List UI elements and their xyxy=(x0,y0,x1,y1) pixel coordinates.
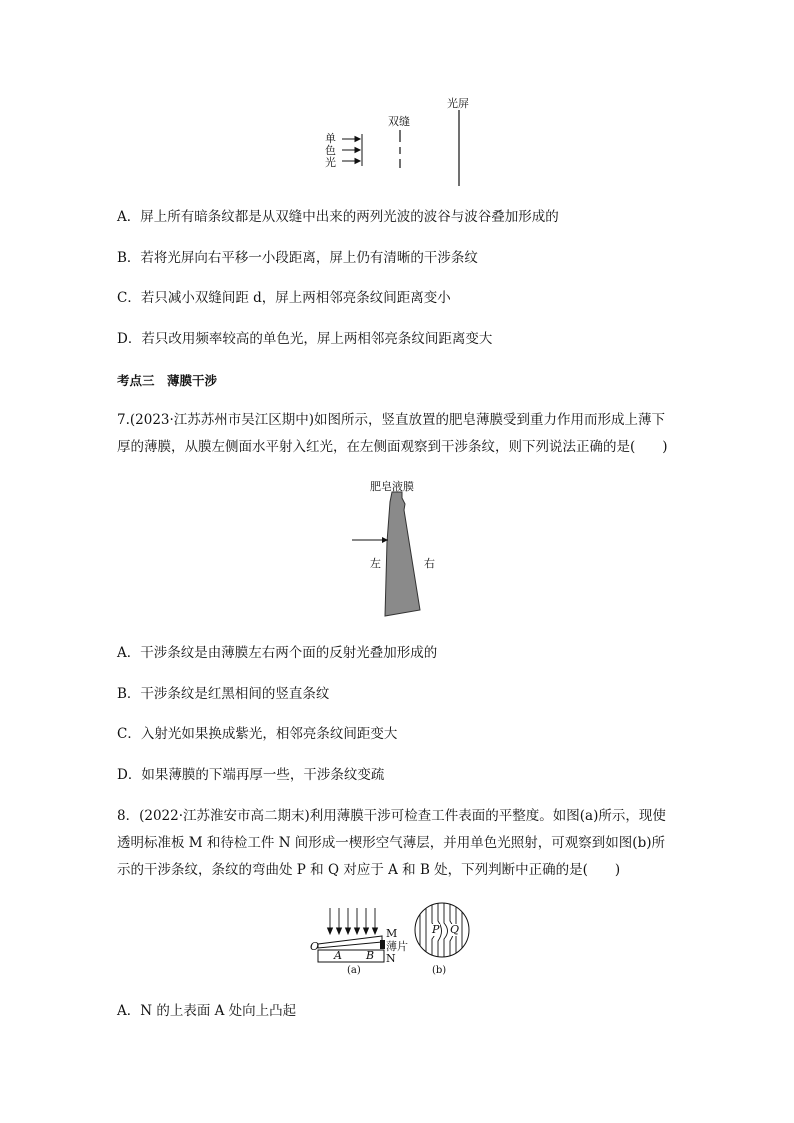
q7-option-d: D．如果薄膜的下端再厚一些，干涉条纹变疏 xyxy=(117,767,385,783)
label-m: M xyxy=(386,927,398,940)
caption-a: (a) xyxy=(347,965,361,976)
caption-b: (b) xyxy=(432,965,447,976)
soap-film-figure xyxy=(350,482,450,622)
section-heading: 考点三 薄膜干涉 xyxy=(117,373,218,388)
soap-film-label: 肥皂液膜 xyxy=(370,480,414,493)
soap-film-diagram xyxy=(350,482,450,622)
label-q: Q xyxy=(450,923,460,936)
q8-stem-line2: 透明标准板 M 和待检工件 N 间形成一楔形空气薄层，并用单色光照射，可观察到如图(b)所 xyxy=(117,835,665,851)
q7-stem-line2: 厚的薄膜，从膜左侧面水平射入红光，在左侧面观察到干涉条纹，则下列说法正确的是( ) xyxy=(117,439,668,455)
q7-option-b: B．干涉条纹是红黑相间的竖直条纹 xyxy=(117,686,330,702)
workpiece-n xyxy=(318,950,384,962)
q6-option-b: B．若将光屏向右平移一小段距离，屏上仍有清晰的干涉条纹 xyxy=(117,250,478,266)
label-o: O xyxy=(310,940,320,953)
label-a: A xyxy=(334,949,342,962)
label-shim: 薄片 xyxy=(386,940,408,953)
screen-label: 光屏 xyxy=(447,97,469,110)
q6-option-d: D．若只改用频率较高的单色光，屏上两相邻亮条纹间距离变大 xyxy=(117,331,493,347)
q8-option-a: A．N 的上表面 A 处向上凸起 xyxy=(117,1003,297,1019)
shim xyxy=(380,940,385,949)
incident-light-arrows xyxy=(342,137,360,164)
soap-film-wedge xyxy=(385,492,420,616)
light-label-3: 光 xyxy=(325,156,336,169)
fringe-figure-b xyxy=(412,899,472,963)
label-n: N xyxy=(386,952,396,965)
q7-stem-line1: 7.(2023·江苏苏州市吴江区期中)如图所示，竖直放置的肥皂薄膜受到重力作用而形成上薄下 xyxy=(117,412,666,428)
q6-option-a: A．屏上所有暗条纹都是从双缝中出来的两列光波的波谷与波谷叠加形成的 xyxy=(117,209,559,225)
q6-option-c: C．若只减小双缝间距 d，屏上两相邻亮条纹间距离变小 xyxy=(117,290,451,306)
fringe-circle xyxy=(415,903,469,957)
label-p: P xyxy=(432,923,440,936)
q7-option-c: C．入射光如果换成紫光，相邻亮条纹间距变大 xyxy=(117,726,398,742)
light-label-1: 单 xyxy=(325,132,336,145)
right-side-label: 右 xyxy=(424,557,435,570)
fringe-diagram xyxy=(412,899,472,963)
q8-stem-line3: 示的干涉条纹，条纹的弯曲处 P 和 Q 对应于 A 和 B 处，下列判断中正确的是( ) xyxy=(117,862,621,878)
left-side-label: 左 xyxy=(370,557,381,570)
label-b: B xyxy=(366,949,375,962)
incident-light-arrows-a xyxy=(328,908,378,934)
light-label-2: 色 xyxy=(325,144,336,157)
slits-label: 双缝 xyxy=(388,115,410,128)
q7-option-a: A．干涉条纹是由薄膜左右两个面的反射光叠加形成的 xyxy=(117,645,438,661)
q8-stem-line1: 8．(2022·江苏淮安市高二期末)利用薄膜干涉可检查工件表面的平整度。如图(a)所示，现使 xyxy=(117,808,666,824)
standard-plate-m xyxy=(318,936,382,948)
